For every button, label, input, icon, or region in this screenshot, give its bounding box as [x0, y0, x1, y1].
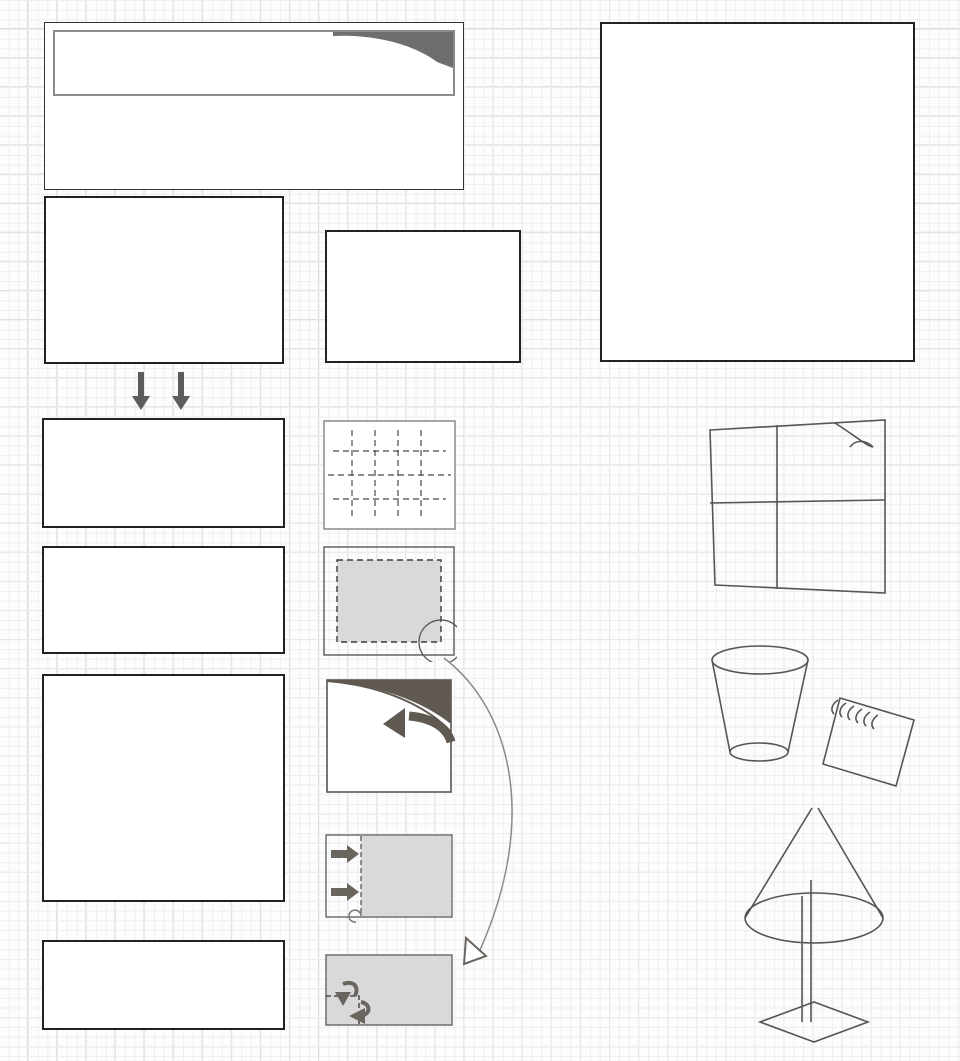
window-illustration-icon	[705, 415, 915, 615]
surface-checklist-panel	[325, 230, 521, 363]
step-panel-3-4	[42, 674, 285, 902]
brand-tagline	[45, 23, 463, 28]
brand-logo-frame	[53, 30, 455, 96]
ruler-left	[2, 0, 18, 1061]
step-panel-2	[42, 546, 285, 654]
diagram-measure-grid	[323, 420, 456, 530]
diagram-peel-corner	[321, 672, 457, 800]
diagram-cut-larger	[321, 544, 457, 662]
cup-illustration-icon	[700, 640, 830, 770]
step-panel-5	[42, 940, 285, 1030]
step-panel-1	[42, 418, 285, 528]
down-arrows-icon	[120, 372, 220, 412]
brand-keyword-list	[45, 96, 463, 102]
lamp-illustration-icon	[710, 800, 920, 1050]
diagram-corner-fold	[321, 950, 457, 1030]
instructions-title-panel	[44, 196, 284, 364]
swoosh-icon	[333, 32, 453, 96]
diagram-squeegee-press	[321, 830, 457, 926]
ruler-top	[0, 0, 960, 18]
product-info-panel	[600, 22, 915, 362]
brand-header-panel	[44, 22, 464, 190]
notebook-illustration-icon	[818, 690, 923, 795]
spacer	[46, 206, 282, 220]
ruler-right	[940, 0, 956, 1061]
